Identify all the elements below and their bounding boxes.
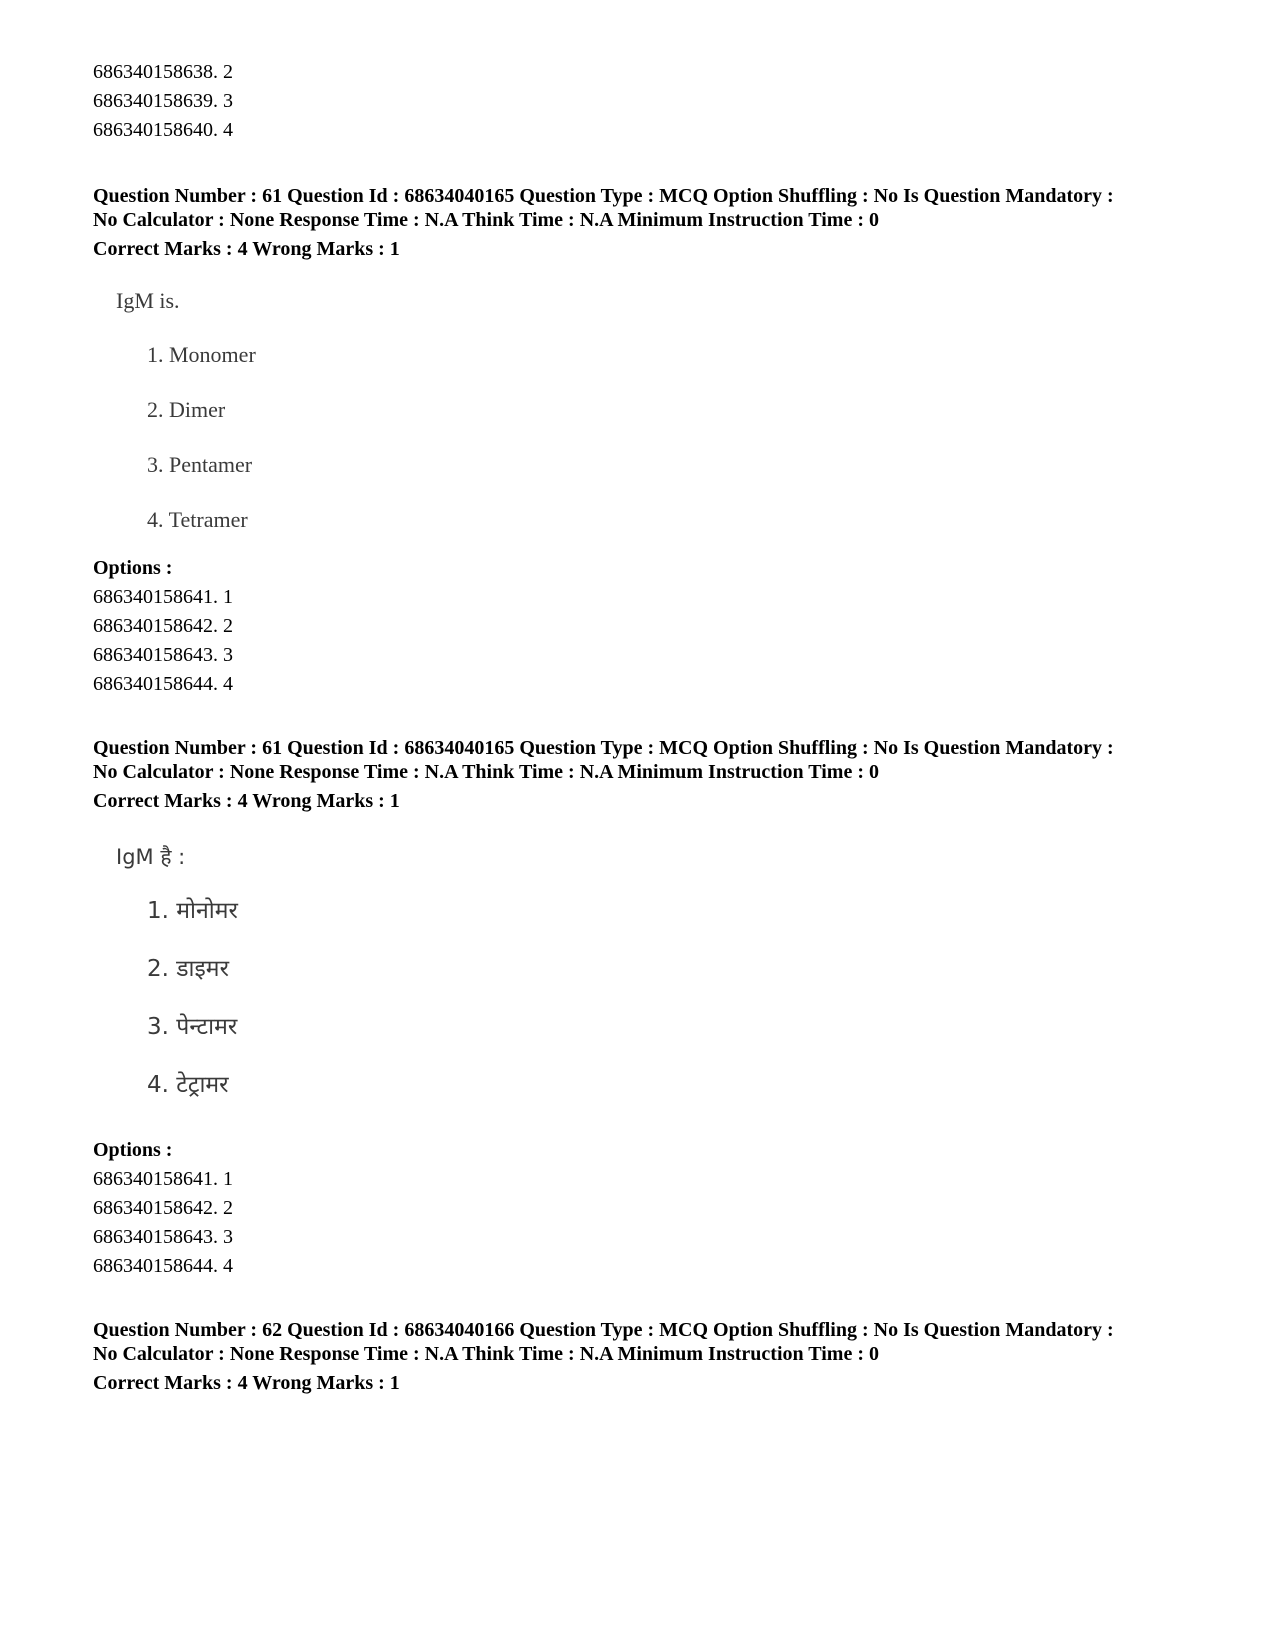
question-stem: IgM is. — [116, 288, 180, 313]
option-line: 686340158641. 1 — [93, 1168, 233, 1190]
choice-4: 4. टेट्रामर — [147, 1072, 229, 1098]
question-marks: Correct Marks : 4 Wrong Marks : 1 — [93, 790, 400, 812]
question-61-options — [93, 554, 1213, 699]
choice-3: 3. Pentamer — [147, 452, 253, 477]
question-61-image-hindi — [116, 842, 238, 1128]
options-label: Options : — [93, 557, 173, 579]
option-line: 686340158643. 3 — [93, 644, 233, 666]
question-61-hindi-options — [93, 1136, 1213, 1281]
option-line: 686340158642. 2 — [93, 1197, 233, 1219]
option-line: 686340158642. 2 — [93, 615, 233, 637]
choice-2: 2. डाइमर — [147, 956, 229, 982]
previous-options-list — [93, 58, 1213, 145]
question-stem: IgM है : — [116, 845, 186, 869]
question-meta-line-2: No Calculator : None Response Time : N.A Think Time : N.A Minimum Instruction Time : 0 — [93, 761, 879, 783]
option-line: 686340158638. 2 — [93, 61, 233, 83]
question-marks: Correct Marks : 4 Wrong Marks : 1 — [93, 238, 400, 260]
option-line: 686340158639. 3 — [93, 90, 233, 112]
question-meta-line-1: Question Number : 61 Question Id : 68634040165 Question Type : MCQ Option Shuffling : No Is Question Mandatory : — [93, 737, 1114, 759]
options-label: Options : — [93, 1139, 173, 1161]
question-marks: Correct Marks : 4 Wrong Marks : 1 — [93, 1372, 400, 1394]
question-61-header — [93, 184, 1213, 261]
option-line: 686340158644. 4 — [93, 1255, 233, 1277]
choice-1: 1. मोनोमर — [147, 898, 238, 924]
question-meta-line-1: Question Number : 61 Question Id : 68634040165 Question Type : MCQ Option Shuffling : No Is Question Mandatory : — [93, 185, 1114, 207]
choice-2: 2. Dimer — [147, 397, 226, 422]
question-62-header — [93, 1318, 1213, 1395]
option-line: 686340158640. 4 — [93, 119, 233, 141]
question-meta-line-1: Question Number : 62 Question Id : 68634040166 Question Type : MCQ Option Shuffling : No Is Question Mandatory : — [93, 1319, 1114, 1341]
question-meta-line-2: No Calculator : None Response Time : N.A Think Time : N.A Minimum Instruction Time : 0 — [93, 209, 879, 231]
question-meta-line-2: No Calculator : None Response Time : N.A Think Time : N.A Minimum Instruction Time : 0 — [93, 1343, 879, 1365]
choice-3: 3. पेन्टामर — [147, 1014, 238, 1040]
choice-4: 4. Tetramer — [147, 507, 248, 532]
choice-1: 1. Monomer — [147, 342, 256, 367]
question-61-hindi-header — [93, 736, 1213, 813]
question-61-image-english — [116, 286, 256, 560]
option-line: 686340158641. 1 — [93, 586, 233, 608]
option-line: 686340158643. 3 — [93, 1226, 233, 1248]
option-line: 686340158644. 4 — [93, 673, 233, 695]
